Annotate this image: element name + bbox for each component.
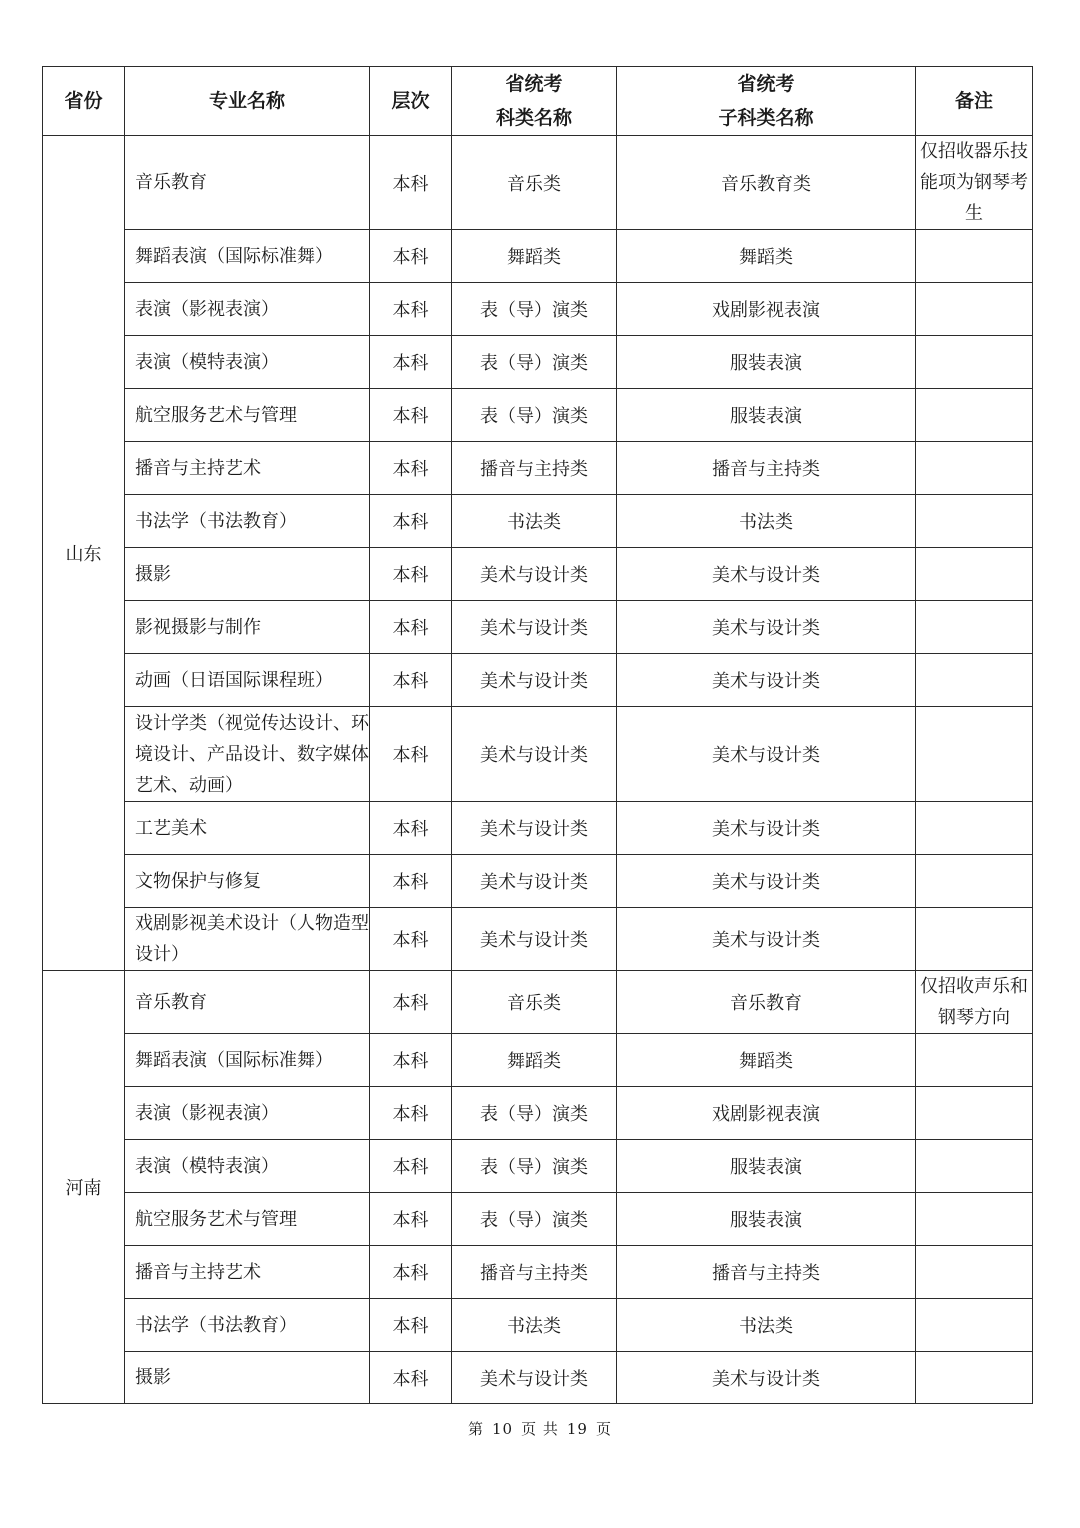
category-cell: 美术与设计类 — [452, 601, 617, 654]
table-row — [43, 1352, 1033, 1404]
table-row — [43, 1140, 1033, 1193]
header-category-line1: 省统考 — [505, 73, 563, 95]
header-category — [452, 67, 617, 136]
major-cell: 摄影 — [125, 548, 370, 601]
category-cell: 美术与设计类 — [452, 1352, 617, 1404]
subcategory-cell: 服装表演 — [617, 389, 916, 442]
note-cell — [916, 1034, 1033, 1087]
table-row — [43, 908, 1033, 971]
subcategory-cell: 美术与设计类 — [617, 1352, 916, 1404]
subcategory-cell: 舞蹈类 — [617, 230, 916, 283]
footer-page-current: 10 — [492, 1420, 514, 1438]
major-cell: 文物保护与修复 — [125, 855, 370, 908]
major-cell: 音乐教育 — [125, 136, 370, 230]
level-cell: 本科 — [370, 601, 452, 654]
category-cell: 舞蹈类 — [452, 230, 617, 283]
note-cell — [916, 908, 1033, 971]
note-cell — [916, 1140, 1033, 1193]
header-category-line2: 科类名称 — [495, 107, 572, 129]
category-cell: 美术与设计类 — [452, 855, 617, 908]
note-cell — [916, 389, 1033, 442]
category-cell: 播音与主持类 — [452, 1246, 617, 1299]
category-cell: 美术与设计类 — [452, 802, 617, 855]
subcategory-cell: 音乐教育类 — [617, 136, 916, 230]
major-cell: 书法学（书法教育） — [125, 495, 370, 548]
note-cell — [916, 707, 1033, 802]
subcategory-cell: 服装表演 — [617, 1140, 916, 1193]
major-cell: 工艺美术 — [125, 802, 370, 855]
table-row — [43, 389, 1033, 442]
table-row — [43, 971, 1033, 1034]
category-cell: 表（导）演类 — [452, 1087, 617, 1140]
subcategory-cell: 播音与主持类 — [617, 442, 916, 495]
major-cell: 表演（影视表演） — [125, 1087, 370, 1140]
note-cell — [916, 336, 1033, 389]
level-cell: 本科 — [370, 654, 452, 707]
note-cell — [916, 1246, 1033, 1299]
level-cell: 本科 — [370, 908, 452, 971]
subcategory-cell: 音乐教育 — [617, 971, 916, 1034]
note-cell — [916, 601, 1033, 654]
subcategory-cell: 美术与设计类 — [617, 855, 916, 908]
table-row — [43, 654, 1033, 707]
note-cell: 仅招收器乐技能项为钢琴考生 — [916, 136, 1033, 230]
note-cell — [916, 283, 1033, 336]
level-cell: 本科 — [370, 1352, 452, 1404]
major-cell: 音乐教育 — [125, 971, 370, 1034]
level-cell: 本科 — [370, 707, 452, 802]
footer-suffix: 页 — [595, 1420, 612, 1438]
note-cell — [916, 1087, 1033, 1140]
category-cell: 美术与设计类 — [452, 654, 617, 707]
major-cell: 戏剧影视美术设计（人物造型设计） — [125, 908, 370, 971]
level-cell: 本科 — [370, 1246, 452, 1299]
category-cell: 舞蹈类 — [452, 1034, 617, 1087]
level-cell: 本科 — [370, 802, 452, 855]
footer-mid: 页 共 — [521, 1420, 559, 1438]
major-cell: 设计学类（视觉传达设计、环境设计、产品设计、数字媒体艺术、动画） — [125, 707, 370, 802]
table-row — [43, 1193, 1033, 1246]
major-cell: 表演（影视表演） — [125, 283, 370, 336]
level-cell: 本科 — [370, 548, 452, 601]
header-major: 专业名称 — [125, 67, 370, 136]
subcategory-cell: 美术与设计类 — [617, 908, 916, 971]
note-cell — [916, 855, 1033, 908]
major-cell: 表演（模特表演） — [125, 1140, 370, 1193]
header-note: 备注 — [916, 67, 1033, 136]
level-cell: 本科 — [370, 495, 452, 548]
category-cell: 播音与主持类 — [452, 442, 617, 495]
major-cell: 摄影 — [125, 1352, 370, 1404]
category-cell: 美术与设计类 — [452, 707, 617, 802]
table-row — [43, 1087, 1033, 1140]
level-cell: 本科 — [370, 1140, 452, 1193]
subcategory-cell: 书法类 — [617, 495, 916, 548]
subcategory-cell: 美术与设计类 — [617, 802, 916, 855]
level-cell: 本科 — [370, 1299, 452, 1352]
level-cell: 本科 — [370, 136, 452, 230]
footer-prefix: 第 — [468, 1420, 485, 1438]
level-cell: 本科 — [370, 855, 452, 908]
category-cell: 音乐类 — [452, 971, 617, 1034]
note-cell — [916, 654, 1033, 707]
table-row — [43, 1299, 1033, 1352]
table-row — [43, 802, 1033, 855]
category-cell: 书法类 — [452, 495, 617, 548]
note-cell — [916, 548, 1033, 601]
note-cell — [916, 230, 1033, 283]
category-cell: 表（导）演类 — [452, 1140, 617, 1193]
subcategory-cell: 美术与设计类 — [617, 707, 916, 802]
table-row — [43, 230, 1033, 283]
province-cell: 河南 — [43, 971, 125, 1404]
major-cell: 航空服务艺术与管理 — [125, 389, 370, 442]
subcategory-cell: 美术与设计类 — [617, 654, 916, 707]
category-cell: 美术与设计类 — [452, 908, 617, 971]
footer-page-total: 19 — [566, 1420, 588, 1438]
table-row — [43, 283, 1033, 336]
header-province: 省份 — [43, 67, 125, 136]
category-cell: 美术与设计类 — [452, 548, 617, 601]
category-cell: 音乐类 — [452, 136, 617, 230]
category-cell: 书法类 — [452, 1299, 617, 1352]
table-body — [43, 136, 1033, 1404]
subcategory-cell: 美术与设计类 — [617, 601, 916, 654]
subcategory-cell: 戏剧影视表演 — [617, 1087, 916, 1140]
category-cell: 表（导）演类 — [452, 389, 617, 442]
header-level: 层次 — [370, 67, 452, 136]
category-cell: 表（导）演类 — [452, 283, 617, 336]
subcategory-cell: 舞蹈类 — [617, 1034, 916, 1087]
header-subcategory-line2: 子科类名称 — [718, 107, 814, 129]
subcategory-cell: 美术与设计类 — [617, 548, 916, 601]
table-row — [43, 136, 1033, 230]
table-row — [43, 548, 1033, 601]
table-row — [43, 855, 1033, 908]
level-cell: 本科 — [370, 283, 452, 336]
level-cell: 本科 — [370, 971, 452, 1034]
province-cell: 山东 — [43, 136, 125, 971]
category-cell: 表（导）演类 — [452, 1193, 617, 1246]
table-row — [43, 601, 1033, 654]
level-cell: 本科 — [370, 230, 452, 283]
note-cell — [916, 495, 1033, 548]
major-cell: 表演（模特表演） — [125, 336, 370, 389]
table-header-row — [43, 67, 1033, 136]
note-cell — [916, 1352, 1033, 1404]
major-cell: 舞蹈表演（国际标准舞） — [125, 1034, 370, 1087]
major-cell: 航空服务艺术与管理 — [125, 1193, 370, 1246]
major-cell: 书法学（书法教育） — [125, 1299, 370, 1352]
subcategory-cell: 戏剧影视表演 — [617, 283, 916, 336]
major-cell: 动画（日语国际课程班） — [125, 654, 370, 707]
table-row — [43, 707, 1033, 802]
table-row — [43, 442, 1033, 495]
level-cell: 本科 — [370, 389, 452, 442]
note-cell — [916, 802, 1033, 855]
table-row — [43, 1034, 1033, 1087]
subcategory-cell: 播音与主持类 — [617, 1246, 916, 1299]
major-table — [42, 66, 1033, 1404]
table-row — [43, 495, 1033, 548]
note-cell — [916, 1299, 1033, 1352]
note-cell — [916, 1193, 1033, 1246]
page-footer — [0, 1418, 1080, 1439]
table-row — [43, 1246, 1033, 1299]
major-cell: 影视摄影与制作 — [125, 601, 370, 654]
level-cell: 本科 — [370, 1087, 452, 1140]
header-subcategory-line1: 省统考 — [737, 73, 795, 95]
major-cell: 舞蹈表演（国际标准舞） — [125, 230, 370, 283]
level-cell: 本科 — [370, 1193, 452, 1246]
level-cell: 本科 — [370, 442, 452, 495]
subcategory-cell: 书法类 — [617, 1299, 916, 1352]
major-cell: 播音与主持艺术 — [125, 1246, 370, 1299]
note-cell — [916, 442, 1033, 495]
subcategory-cell: 服装表演 — [617, 336, 916, 389]
level-cell: 本科 — [370, 336, 452, 389]
header-subcategory — [617, 67, 916, 136]
category-cell: 表（导）演类 — [452, 336, 617, 389]
table-row — [43, 336, 1033, 389]
note-cell: 仅招收声乐和钢琴方向 — [916, 971, 1033, 1034]
subcategory-cell: 服装表演 — [617, 1193, 916, 1246]
major-cell: 播音与主持艺术 — [125, 442, 370, 495]
level-cell: 本科 — [370, 1034, 452, 1087]
